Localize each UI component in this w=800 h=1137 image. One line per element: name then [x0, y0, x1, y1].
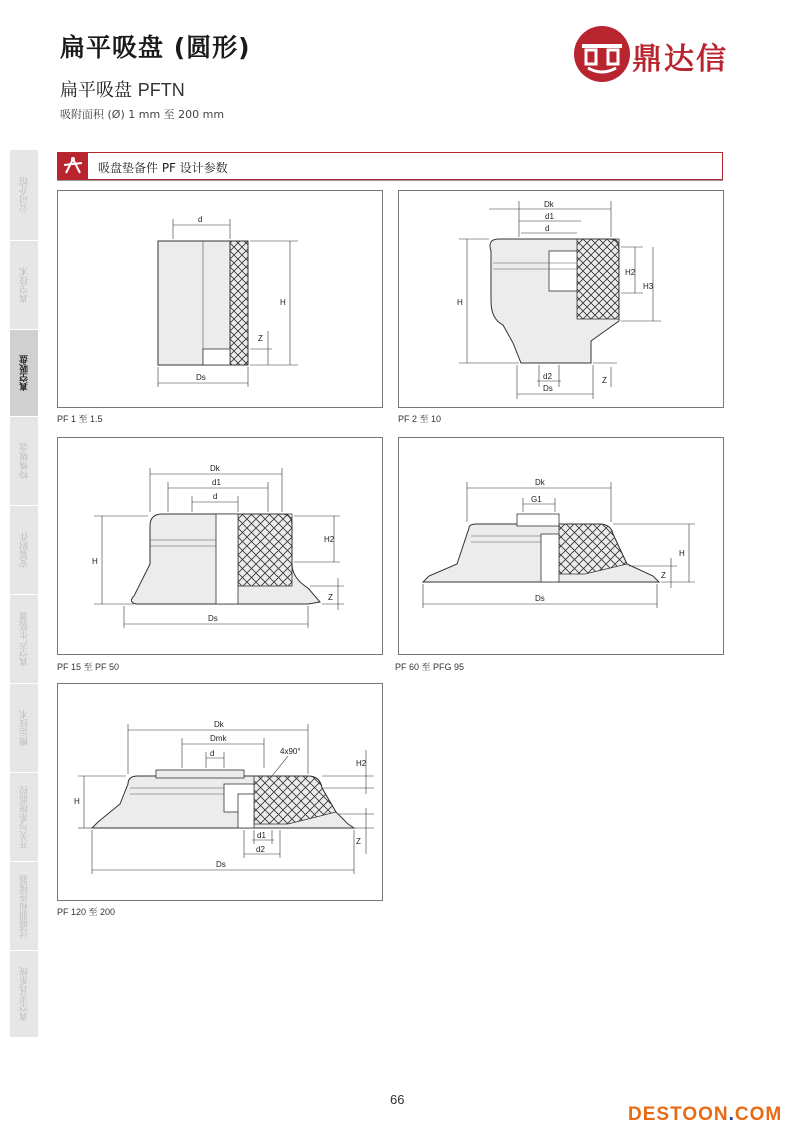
- section-header: [57, 152, 723, 180]
- caption-pf60: PF 60 至 PFG 95: [395, 662, 465, 672]
- dim-dk: Dk: [544, 200, 554, 209]
- dim-g1: G1: [531, 495, 542, 504]
- page-title: 扁平吸盘 (圆形): [60, 33, 251, 62]
- dim-angle: 4x90°: [280, 747, 301, 756]
- dim-d2: d2: [256, 845, 265, 854]
- dim-dk: Dk: [210, 464, 220, 473]
- dim-h2: H2: [356, 759, 367, 768]
- dim-d1: d1: [545, 212, 554, 221]
- dim-h2: H2: [324, 535, 335, 544]
- caption-pf1: PF 1 至 1.5: [57, 414, 103, 424]
- sidebar-tab-special-cups[interactable]: 特殊吸盘: [10, 417, 38, 506]
- compass-icon: [58, 153, 88, 179]
- watermark: DESTOON.COM: [628, 1104, 783, 1125]
- suction-range: 吸附面积 (Ø) 1 mm 至 200 mm: [60, 108, 225, 121]
- dim-z: Z: [661, 571, 666, 580]
- sidebar-tab-mounting[interactable]: 安装附件: [10, 506, 38, 595]
- sidebar-tab-handling[interactable]: 搬运技术: [10, 684, 38, 773]
- sidebar-tab-filters[interactable]: 过滤器和连接器: [10, 862, 38, 951]
- dim-d: d: [198, 215, 203, 224]
- subtitle-cn: 扁平吸盘: [60, 80, 132, 101]
- sidebar-tab-company[interactable]: 公司介绍: [10, 150, 38, 241]
- brand-name: 鼎达信: [632, 42, 728, 77]
- dim-h3: H3: [643, 282, 654, 291]
- dim-z: Z: [602, 376, 607, 385]
- section-title: 吸盘垫备件 PF 设计参数: [98, 161, 228, 175]
- caption-pf15: PF 15 至 PF 50: [57, 662, 120, 672]
- dim-ds: Ds: [196, 373, 206, 382]
- dim-h: H: [679, 549, 685, 558]
- dim-z: Z: [258, 334, 263, 343]
- dim-h: H: [74, 797, 80, 806]
- dim-z: Z: [356, 837, 361, 846]
- dim-d1: d1: [257, 831, 266, 840]
- dim-z: Z: [328, 593, 333, 602]
- product-subtitle: [60, 76, 185, 102]
- dim-d1: d1: [212, 478, 221, 487]
- sidebar-tab-suction-cups[interactable]: 真空吸盘: [10, 330, 38, 417]
- diagram-pf1: [57, 190, 383, 408]
- subtitle-code: PFTN: [137, 80, 185, 100]
- diagram-pf120: [57, 683, 383, 901]
- dim-d2: d2: [543, 372, 552, 381]
- dim-dmk: Dmk: [210, 734, 227, 743]
- dim-dk: Dk: [535, 478, 545, 487]
- page-number: 66: [390, 1092, 405, 1107]
- dim-h: H: [457, 298, 463, 307]
- dim-dk: Dk: [214, 720, 224, 729]
- sidebar-tab-clamping[interactable]: 真空夹具系统: [10, 951, 38, 1038]
- dim-ds: Ds: [216, 860, 226, 869]
- diagram-pf15: [57, 437, 383, 655]
- dim-ds: Ds: [208, 614, 218, 623]
- sidebar-tab-switches[interactable]: 开关与系统监控: [10, 773, 38, 862]
- section-divider: [57, 180, 723, 181]
- sidebar-tab-vacuum-tech[interactable]: 真空技术: [10, 241, 38, 330]
- dim-h2: H2: [625, 268, 636, 277]
- caption-pf120: PF 120 至 200: [57, 907, 116, 917]
- dim-ds: Ds: [543, 384, 553, 393]
- dim-d: d: [213, 492, 218, 501]
- diagram-pf2: [398, 190, 724, 408]
- diagram-pf60: [398, 437, 724, 655]
- caption-pf2: PF 2 至 10: [398, 414, 442, 424]
- dim-d: d: [545, 224, 550, 233]
- sidebar-tab-generators[interactable]: 真空产生装置: [10, 595, 38, 684]
- dim-d: d: [210, 749, 215, 758]
- dim-h: H: [92, 557, 98, 566]
- dim-h: H: [280, 298, 286, 307]
- dim-ds: Ds: [535, 594, 545, 603]
